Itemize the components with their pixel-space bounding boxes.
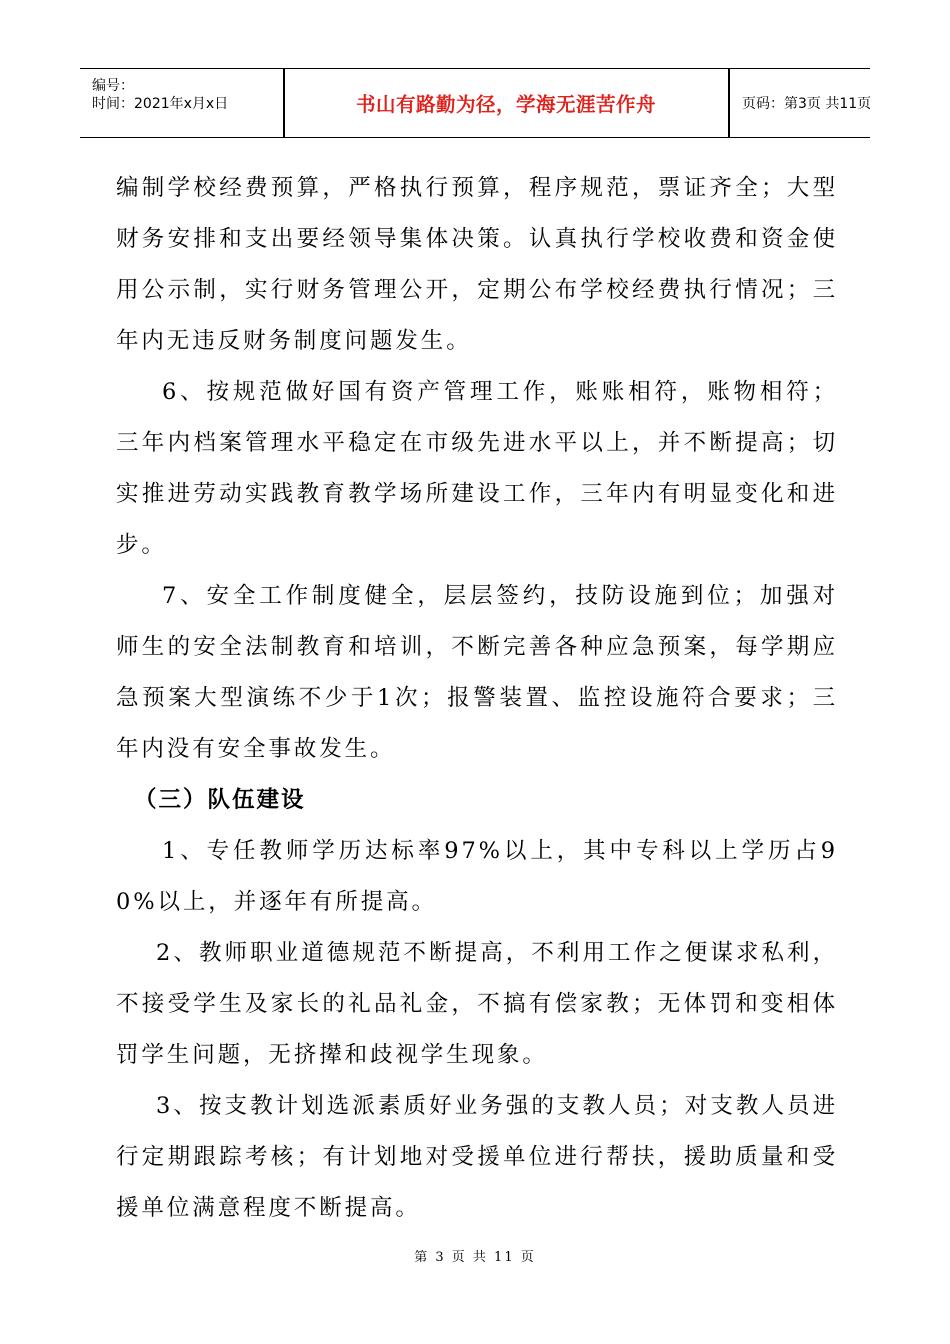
paragraph-ethics: 2、教师职业道德规范不断提高，不利用工作之便谋求私利，不接受学生及家长的礼品礼金，不搞有偿家教；无体罚和变相体罚学生问题，无挤撵和歧视学生现象。 [116,940,838,1068]
header-meta [80,69,283,137]
header-number: 编号： [92,78,134,94]
paragraph-support-teaching: 3、按支教计划选派素质好业务强的支教人员；对支教人员进行定期跟踪考核；有计划地对受援单位进行帮扶，援助质量和受援单位满意程度不断提高。 [116,1093,838,1221]
page-footer: 第 3 页 共 11 页 [414,1250,536,1265]
document-header [80,68,870,138]
paragraph-finance: 编制学校经费预算，严格执行预算，程序规范，票证齐全；大型财务安排和支出要经领导集体决策。认真执行学校收费和资金使用公示制，实行财务管理公开，定期公布学校经费执行情况；三年内无违反财务制度问题发生。 [116,175,838,354]
section-heading: （三）队伍建设 [134,787,306,813]
header-motto: 书山有路勤为径，学海无涯苦作舟 [355,93,656,116]
document-body [116,163,838,1234]
header-page-number: 页码：第3页 共11页 [742,96,872,112]
paragraph-safety: 7、安全工作制度健全，层层签约，技防设施到位；加强对师生的安全法制教育和培训，不断完善各种应急预案，每学期应急预案大型演练不少于1次；报警装置、监控设施符合要求；三年内没有安全事故发生。 [116,583,838,762]
paragraph-qualification: 1、专任教师学历达标率97%以上，其中专科以上学历占90%以上，并逐年有所提高。 [116,838,838,915]
paragraph-assets: 6、按规范做好国有资产管理工作，账账相符，账物相符；三年内档案管理水平稳定在市级先进水平以上，并不断提高；切实推进劳动实践教育教学场所建设工作，三年内有明显变化和进步。 [116,379,838,558]
header-date: 时间：2021年x月x日 [92,96,229,112]
